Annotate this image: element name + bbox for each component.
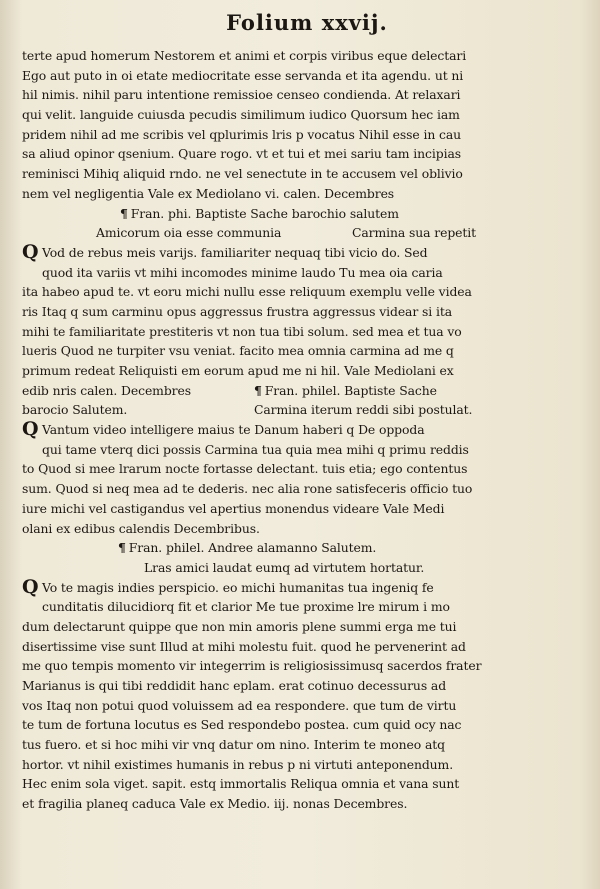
line-text: lueris Quod ne turpiter vsu veniat. facito mea omnia carmina ad me q xyxy=(22,343,454,359)
text-line xyxy=(22,440,578,460)
line-text: nem vel negligentia Vale ex Mediolano vi. calen. Decembres xyxy=(22,185,395,201)
text-line xyxy=(22,302,578,322)
letter-summary: Carmina iterum reddi sibi postulat. xyxy=(254,402,473,418)
line-text: primum redeat Reliquisti em eorum apud me ni hil. Vale Mediolani ex xyxy=(22,363,454,378)
text-line xyxy=(22,361,578,381)
line-text: Vo te magis indies perspicio. eo michi humanitas tua ingeniq fe xyxy=(42,579,434,595)
line-text: mihi te familiaritate prestiteris vt non tua tibi solum. sed mea et tua vo xyxy=(22,323,462,339)
folio-heading: Folium xxvij. xyxy=(226,10,388,35)
text-line xyxy=(22,381,578,401)
letter-subtitle: Amicorum oia esse communia xyxy=(96,225,282,241)
pilcrow-icon: ¶ xyxy=(118,540,126,556)
letter-heading: Fran. philel. Baptiste Sache xyxy=(264,382,437,398)
text-line xyxy=(22,105,578,125)
text-line xyxy=(22,400,578,420)
letter-summary: Carmina sua repetit xyxy=(352,225,477,241)
text-line xyxy=(22,794,578,814)
line-text: sa aliud opinor qsenium. Quare rogo. vt et tui et mei sariu tam incipias xyxy=(22,146,461,162)
text-line xyxy=(22,85,578,105)
line-text: reminisci Mihiq aliquid rndo. ne vel senectute in te accusem vel oblivio xyxy=(22,166,463,182)
line-text: Hec enim sola viget. sapit. estq immortalis Reliqua omnia et vana sunt xyxy=(22,776,460,792)
text-line xyxy=(22,715,578,735)
line-text: Vod de rebus meis varijs. familiariter nequaq tibi vicio do. Sed xyxy=(42,244,428,260)
text-line xyxy=(22,735,578,755)
pilcrow-icon: ¶ xyxy=(254,382,262,398)
line-text: et fragilia planeq caduca Vale ex Medio. iij. nonas Decembres. xyxy=(22,796,408,812)
line-text: barocio Salutem. xyxy=(22,402,128,418)
text-line xyxy=(22,341,578,361)
initial-letter: Q xyxy=(22,577,39,598)
line-text: disertissime vise sunt Illud at mihi molestu fuit. quod he pervenerint ad xyxy=(22,638,466,654)
text-line xyxy=(22,656,578,676)
text-line xyxy=(22,499,578,519)
text-line xyxy=(22,519,578,539)
line-text: vos Itaq non potui quod voluissem ad ea respondere. que tum de virtu xyxy=(22,697,457,713)
line-text: iure michi vel castigandus vel apertius monendus videare Vale Medi xyxy=(22,500,445,516)
line-text: pridem nihil ad me scribis vel qplurimis lris p vocatus Nihil esse in cau xyxy=(22,126,462,142)
text-line xyxy=(22,597,578,617)
letter-heading: Fran. phi. Baptiste Sache barochio salutem xyxy=(130,205,399,221)
text-line xyxy=(22,538,578,558)
line-text: olani ex edibus calendis Decembribus. xyxy=(22,520,260,536)
initial-letter: Q xyxy=(22,242,39,263)
line-text: tus fuero. et si hoc mihi vir vnq datur om nino. Interim te moneo atq xyxy=(22,737,445,753)
text-block xyxy=(22,46,578,814)
line-text: hil nimis. nihil paru intentione remissioe censeo condienda. At relaxari xyxy=(22,87,461,103)
letter-heading: Fran. philel. Andree alamanno Salutem. xyxy=(128,540,377,556)
line-text: hortor. vt nihil existimes humanis in rebus p ni virtuti anteponendum. xyxy=(22,756,454,772)
text-line xyxy=(22,66,578,86)
letter-summary: Lras amici laudat eumq ad virtutem hortatur. xyxy=(144,559,425,575)
text-line xyxy=(22,479,578,499)
text-line xyxy=(22,578,578,598)
text-line xyxy=(22,774,578,794)
text-line xyxy=(22,263,578,283)
line-text: cunditatis dilucidiorq fit et clarior Me tue proxime lre mirum i mo xyxy=(42,599,450,615)
pilcrow-icon: ¶ xyxy=(120,205,128,221)
line-text: ita habeo apud te. vt eoru michi nullu esse reliquum exemplu velle videa xyxy=(22,284,472,300)
text-line xyxy=(22,223,578,243)
text-line xyxy=(22,558,578,578)
text-line xyxy=(22,243,578,263)
text-line xyxy=(22,204,578,224)
text-line xyxy=(22,459,578,479)
line-text: ris Itaq q sum carminu opus aggressus frustra aggressus videar si ita xyxy=(22,303,452,319)
text-line xyxy=(22,420,578,440)
text-line xyxy=(22,676,578,696)
text-line xyxy=(22,282,578,302)
text-line xyxy=(22,184,578,204)
text-line xyxy=(22,322,578,342)
line-text: qui velit. languide cuiusda pecudis similimum iudico Quorsum hec iam xyxy=(22,107,460,123)
line-text: Ego aut puto in oi etate mediocritate esse servanda et ita agendu. ut ni xyxy=(22,67,464,83)
text-line xyxy=(22,144,578,164)
text-line xyxy=(22,46,578,66)
initial-letter: Q xyxy=(22,420,39,440)
text-line xyxy=(22,125,578,145)
text-line xyxy=(22,696,578,716)
line-text: quod ita variis vt mihi incomodes minime laudo Tu mea oia caria xyxy=(42,264,443,280)
line-text: dum delectarunt quippe que non min amoris plene summi erga me tui xyxy=(22,618,457,634)
text-line xyxy=(22,755,578,775)
line-text: qui tame vterq dici possis Carmina tua quia mea mihi q primu reddis xyxy=(42,441,469,457)
line-text: te tum de fortuna locutus es Sed respondebo postea. cum quid ocy nac xyxy=(22,717,462,733)
text-line xyxy=(22,617,578,637)
line-text: terte apud homerum Nestorem et animi et corpis viribus eque delectari xyxy=(22,48,467,63)
line-text: to Quod si mee lrarum nocte fortasse delectant. tuis etia; ego contentus xyxy=(22,461,468,477)
text-line xyxy=(22,637,578,657)
line-text: Vantum video intelligere maius te Danum haberi q De oppoda xyxy=(42,422,425,438)
text-line xyxy=(22,164,578,184)
line-text: me quo tempis momento vir integerrim is religiosissimusq sacerdos frater xyxy=(22,658,482,674)
line-text: edib nris calen. Decembres xyxy=(22,382,191,398)
line-text: sum. Quod si neq mea ad te dederis. nec alia rone satisfeceris officio tuo xyxy=(22,481,473,497)
line-text: Marianus is qui tibi reddidit hanc eplam. erat cotinuo decessurus ad xyxy=(22,678,447,693)
